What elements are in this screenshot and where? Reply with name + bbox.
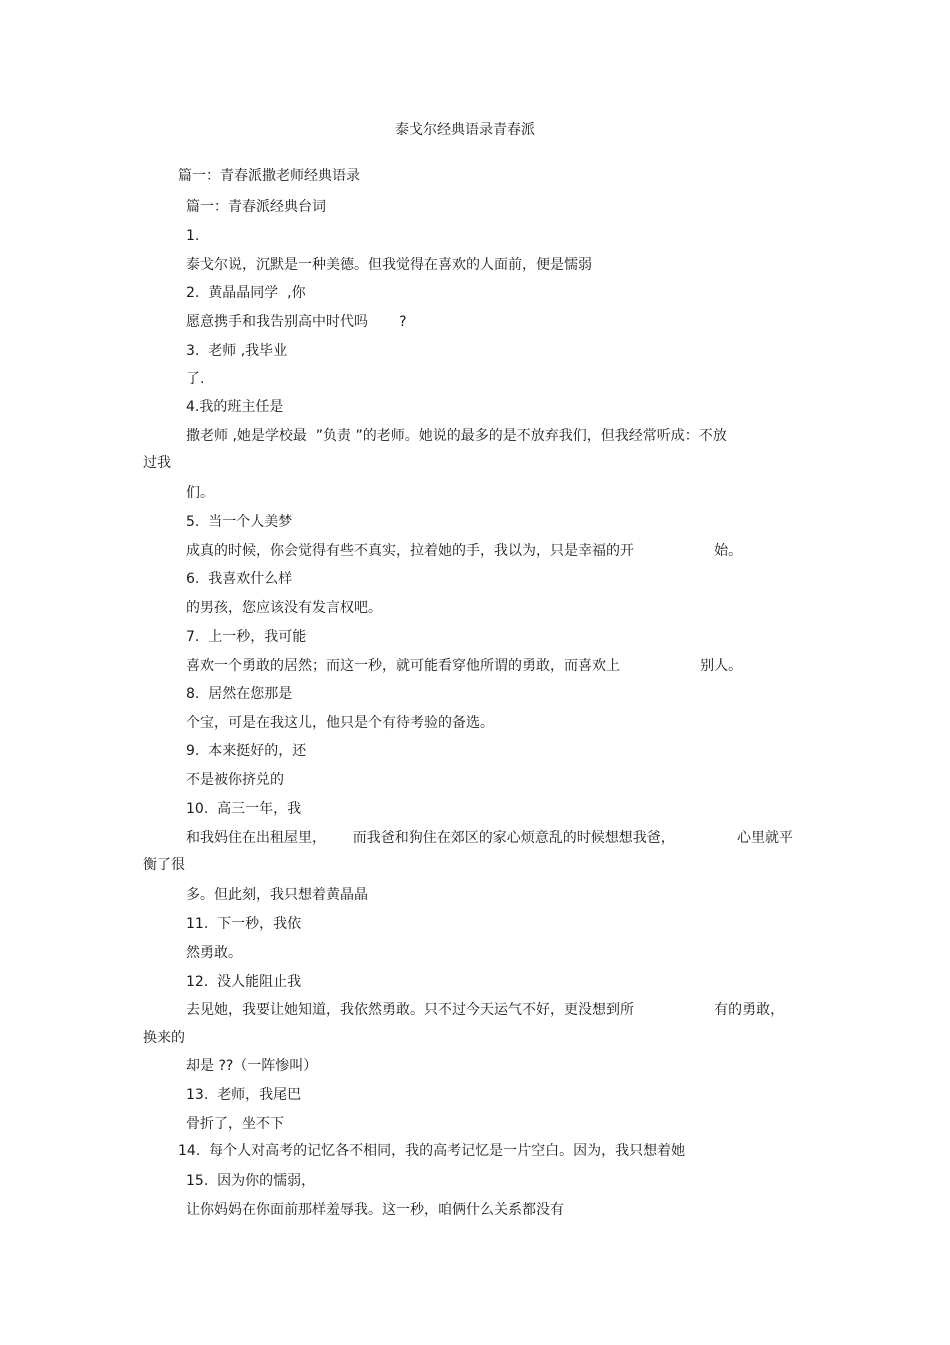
- text-line: 10. 高三一年，我: [186, 801, 302, 817]
- text-line: 换来的: [143, 1030, 185, 1046]
- text-line: 喜欢一个勇敢的居然；而这一秒，就可能看穿他所谓的勇敢，而喜欢上 别人。: [186, 658, 743, 674]
- text-line: 14. 每个人对高考的记忆各不相同，我的高考记忆是一片空白。因为，我只想着她: [178, 1143, 686, 1159]
- text-line: 1.: [186, 228, 200, 244]
- text-line: 6. 我喜欢什么样: [186, 571, 293, 587]
- text-line: 11. 下一秒，我依: [186, 916, 302, 932]
- text-line: 个宝，可是在我这儿，他只是个有待考验的备选。: [186, 715, 494, 731]
- text-line: 15. 因为你的懦弱，: [186, 1173, 316, 1189]
- text-line: 成真的时候，你会觉得有些不真实，拉着她的手，我以为，只是幸福的开 始。: [186, 543, 743, 559]
- text-line: 4.我的班主任是: [186, 399, 284, 415]
- text-line: 13. 老师，我尾巴: [186, 1087, 302, 1103]
- text-line: 8. 居然在您那是: [186, 686, 293, 702]
- text-line: 12. 没人能阻止我: [186, 974, 302, 990]
- text-line: 不是被你挤兑的: [186, 772, 284, 788]
- text-line: 5. 当一个人美梦: [186, 514, 293, 530]
- text-line: 了.: [186, 371, 205, 387]
- text-line: 过我: [143, 455, 171, 471]
- text-line: 9. 本来挺好的，还: [186, 743, 307, 759]
- section-heading: 篇一：青春派撒老师经典语录: [178, 168, 360, 184]
- text-line: 去见她，我要让她知道，我依然勇敢。只不过今天运气不好，更没想到所 有的勇敢，: [186, 1002, 785, 1018]
- text-line: 7. 上一秒，我可能: [186, 629, 307, 645]
- text-line: 和我妈住在出租屋里， 而我爸和狗住在郊区的家心烦意乱的时候想想我爸， 心里就平: [186, 830, 794, 846]
- text-line: 的男孩，您应该没有发言权吧。: [186, 600, 382, 616]
- text-line: 多。但此刻，我只想着黄晶晶: [186, 887, 368, 903]
- text-line: 却是 ??（一阵惨叫）: [186, 1058, 318, 1074]
- subsection-heading: 篇一：青春派经典台词: [186, 199, 326, 215]
- text-line: 撒老师 ,她是学校最 ”负责 ”的老师。她说的最多的是不放弃我们，但我经常听成：不放: [186, 428, 727, 444]
- text-line: 们。: [186, 485, 214, 501]
- text-line: 2. 黄晶晶同学 ,你: [186, 285, 306, 301]
- text-line: 让你妈妈在你面前那样羞辱我。这一秒，咱俩什么关系都没有: [186, 1202, 564, 1218]
- text-line: 泰戈尔说，沉默是一种美德。但我觉得在喜欢的人面前，便是懦弱: [186, 257, 592, 273]
- document-title: 泰戈尔经典语录青春派: [395, 122, 535, 138]
- text-line: 骨折了，坐不下: [186, 1116, 284, 1132]
- text-line: 衡了很: [143, 857, 185, 873]
- text-line: 然勇敢。: [186, 945, 242, 961]
- text-line: 愿意携手和我告别高中时代吗 ?: [186, 314, 407, 330]
- text-line: 3. 老师 ,我毕业: [186, 343, 288, 359]
